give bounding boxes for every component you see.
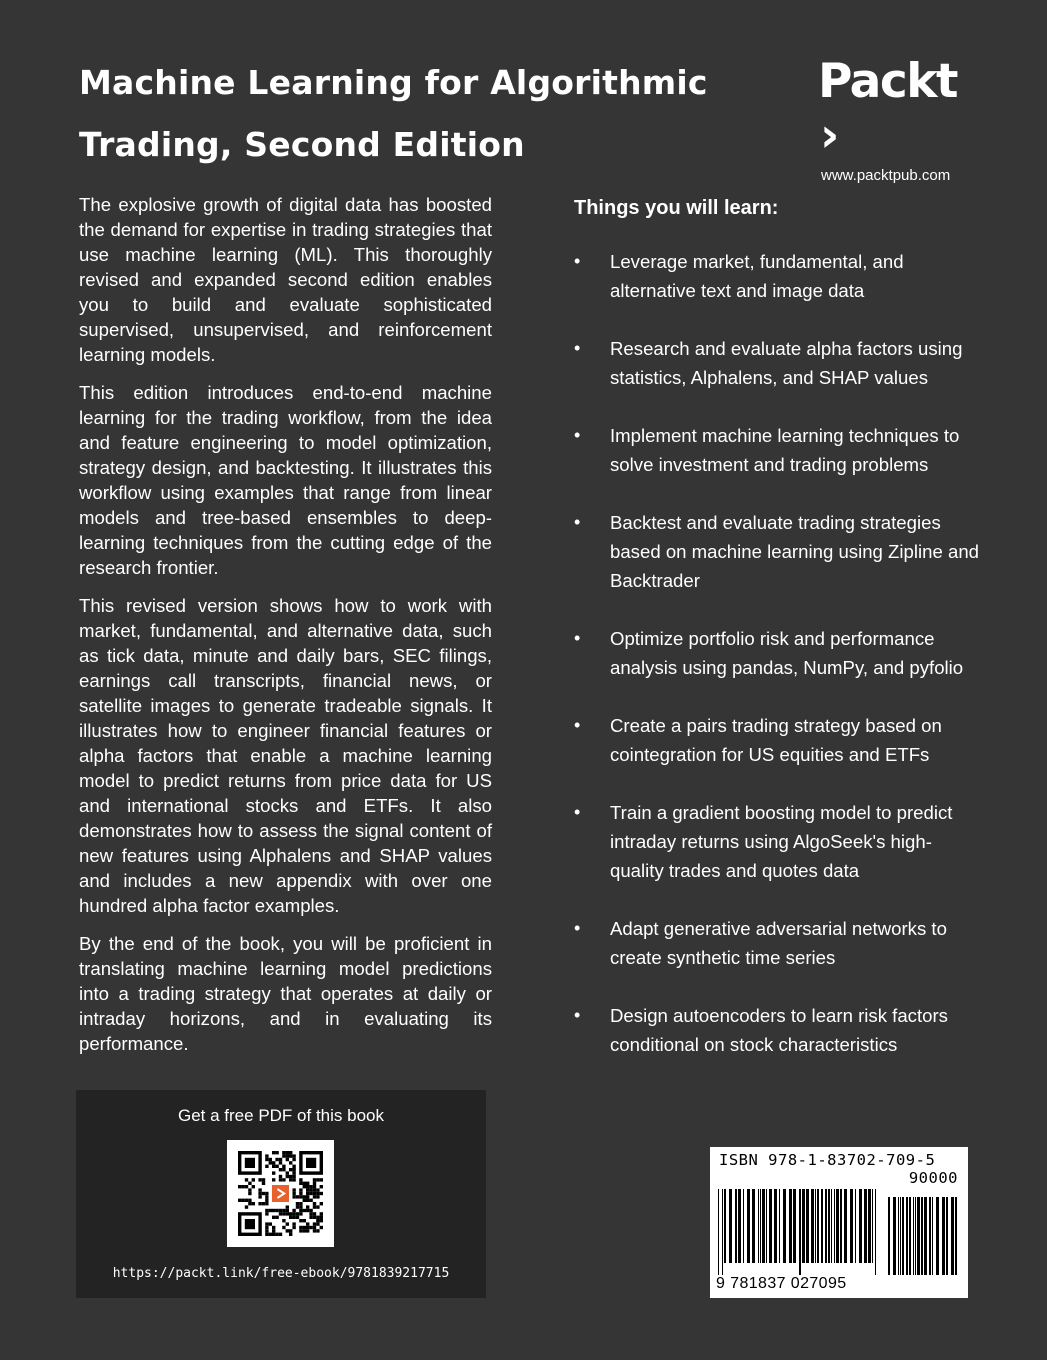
- bullet-icon: •: [574, 512, 581, 532]
- learn-list: [574, 247, 984, 1059]
- list-item: [574, 247, 984, 305]
- bullet-icon: •: [574, 338, 581, 358]
- isbn-digits: 9 781837 027095: [716, 1275, 847, 1292]
- list-item: [574, 508, 984, 595]
- bullet-icon: •: [574, 802, 581, 822]
- publisher-brand: [818, 55, 973, 184]
- qr-code-icon: [238, 1151, 323, 1236]
- list-item-text: Implement machine learning techniques to solve investment and trading problems: [610, 425, 960, 475]
- bullet-icon: •: [574, 715, 581, 735]
- list-item: [574, 334, 984, 392]
- list-item-text: Leverage market, fundamental, and alternative text and image data: [610, 251, 904, 301]
- list-item-text: Train a gradient boosting model to predict intraday returns using AlgoSeek's high-quality trades and quotes data: [610, 802, 953, 881]
- list-item-text: Design autoencoders to learn risk factors conditional on stock characteristics: [610, 1005, 948, 1055]
- learn-heading: Things you will learn:: [574, 197, 779, 219]
- bullet-icon: •: [574, 1005, 581, 1025]
- free-pdf-panel: [76, 1090, 486, 1298]
- list-item: [574, 624, 984, 682]
- book-title: [79, 52, 779, 176]
- free-pdf-url[interactable]: https://packt.link/free-ebook/9781839217715: [112, 1266, 450, 1281]
- isbn-label: ISBN 978-1-83702-709-5: [719, 1151, 936, 1169]
- barcode-icon: [718, 1189, 962, 1275]
- description-paragraph: This edition introduces end-to-end machine learning for the trading workflow, from the idea and feature engineering to model optimization, strategy design, and backtesting. It illustrates this workflow using examples that range from linear models and tree-based ensembles to deep-learning techniques from the cutting edge of the research frontier.: [79, 382, 492, 578]
- bullet-icon: •: [574, 918, 581, 938]
- qr-code[interactable]: [227, 1140, 334, 1247]
- list-item-text: Backtest and evaluate trading strategies based on machine learning using Zipline and Backtrader: [610, 512, 980, 591]
- isbn-barcode-panel: [710, 1147, 968, 1298]
- book-title-line-2: Trading, Second Edition: [79, 125, 525, 164]
- list-item: [574, 1001, 984, 1059]
- list-item-text: Optimize portfolio risk and performance analysis using pandas, NumPy, and pyfolio: [610, 628, 964, 678]
- list-item: [574, 421, 984, 479]
- packt-logo: [818, 55, 973, 163]
- bullet-icon: •: [574, 425, 581, 445]
- list-item: [574, 914, 984, 972]
- description-paragraph: This revised version shows how to work with market, fundamental, and alternative data, such as tick data, minute and daily bars, SEC filings, earnings call transcripts, financial news, or satellite images to generate tradeable signals. It illustrates how to engineer financial features or alpha factors that enable a machine learning model to predict returns from price data for US and international stocks and ETFs. It also demonstrates how to assess the signal content of new features using Alphalens and SHAP values and includes a new appendix with over one hundred alpha factor examples.: [79, 595, 492, 916]
- description-paragraph: By the end of the book, you will be proficient in translating machine learning model predictions into a trading strategy that operates at daily or intraday horizons, and in evaluating its performance.: [79, 933, 492, 1054]
- list-item-text: Research and evaluate alpha factors using statistics, Alphalens, and SHAP values: [610, 338, 963, 388]
- free-pdf-title: Get a free PDF of this book: [178, 1106, 384, 1125]
- packt-logo-text: Packt: [818, 54, 957, 109]
- publisher-url[interactable]: www.packtpub.com: [821, 167, 951, 184]
- isbn-addon: 90000: [908, 1169, 958, 1187]
- list-item-text: Create a pairs trading strategy based on cointegration for US equities and ETFs: [610, 715, 942, 765]
- list-item-text: Adapt generative adversarial networks to create synthetic time series: [610, 918, 947, 968]
- list-item: [574, 711, 984, 769]
- description-paragraph: The explosive growth of digital data has boosted the demand for expertise in trading strategies that use machine learning (ML). This thoroughly revised and expanded second edition enables you to build and evaluate sophisticated supervised, unsupervised, and reinforcement learning models.: [79, 194, 492, 365]
- bullet-icon: •: [574, 628, 581, 648]
- bullet-icon: •: [574, 251, 581, 271]
- list-item: [574, 798, 984, 885]
- book-description: [79, 192, 492, 1069]
- learn-section: [574, 193, 984, 1088]
- packt-logo-chevron: ›: [820, 108, 838, 163]
- book-title-line-1: Machine Learning for Algorithmic: [79, 63, 708, 102]
